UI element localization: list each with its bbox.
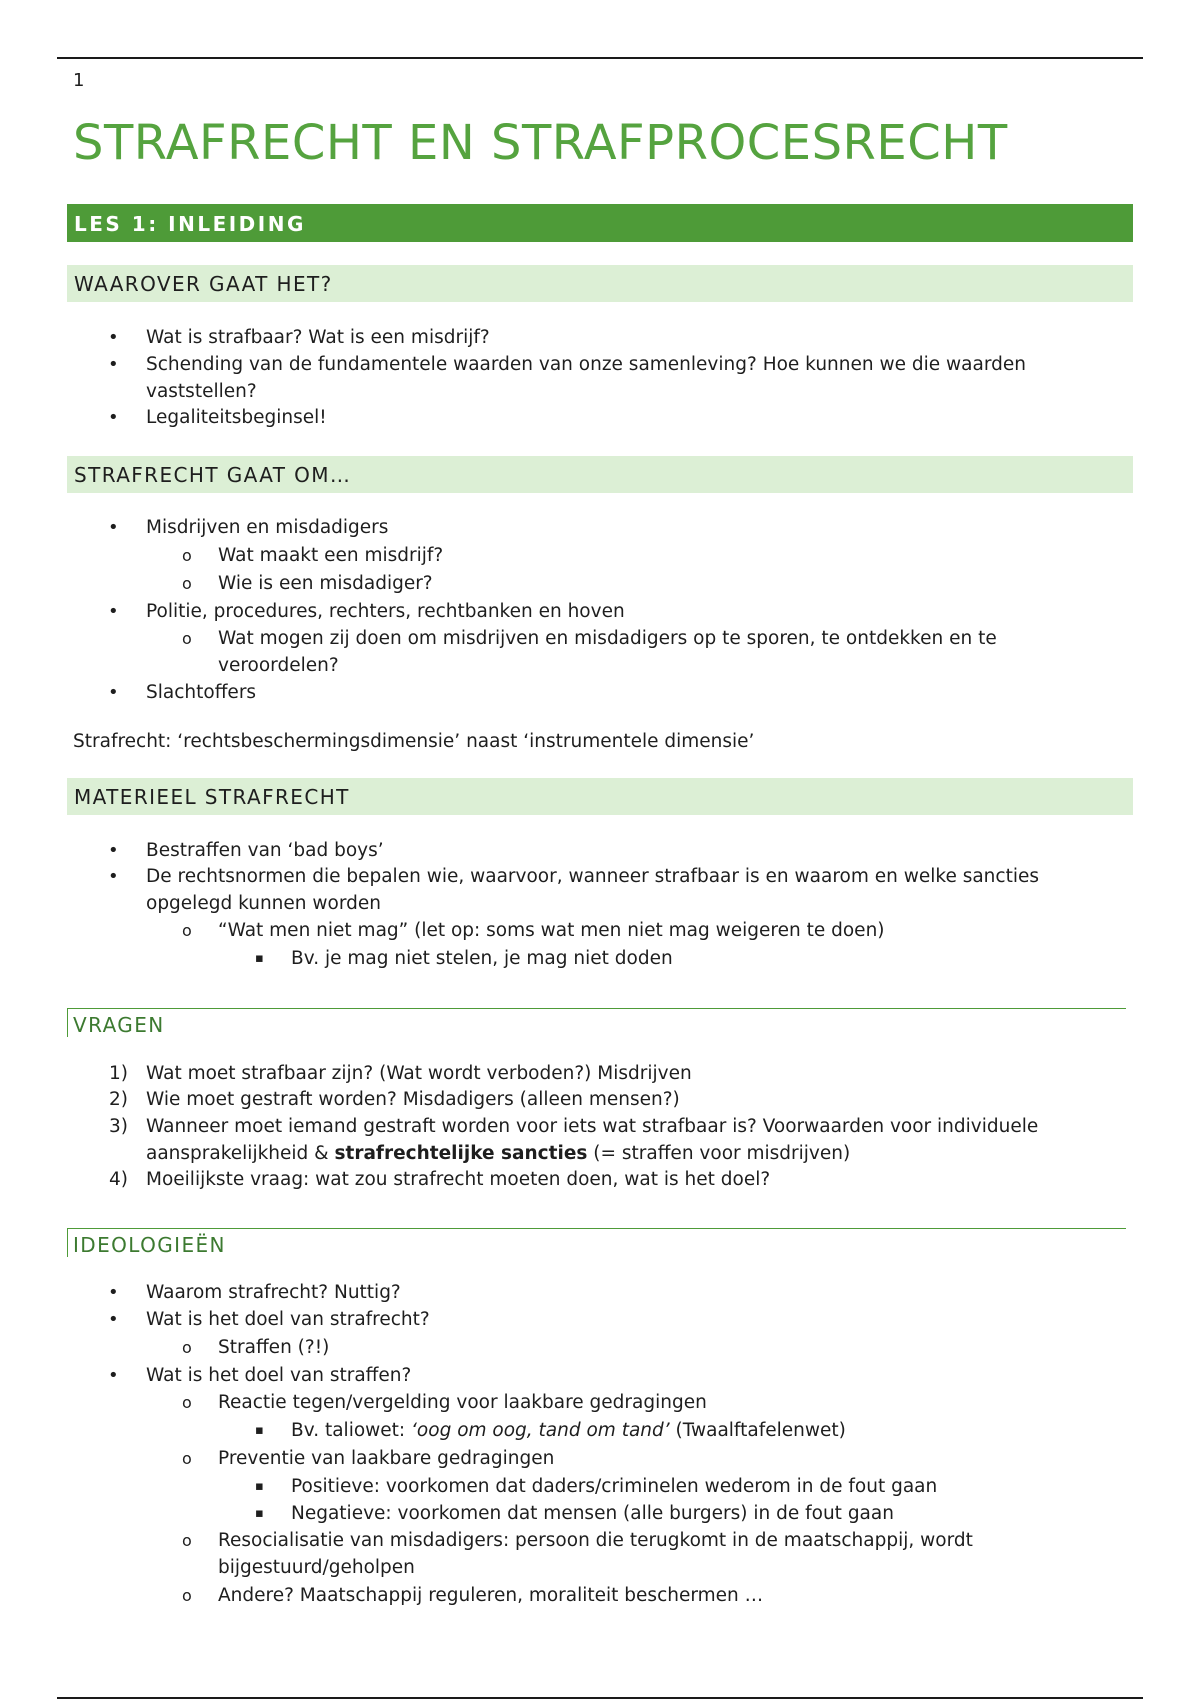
text-run: (= straffen voor misdrijven) [587, 1143, 851, 1164]
list-item: Wanneer moet iemand gestraft worden voor iets wat strafbaar is? Voorwaarden voor individuele [146, 1116, 1039, 1137]
circle-bullet-icon: o [182, 1338, 192, 1357]
square-bullet-icon: ▪ [255, 1479, 264, 1494]
list-item: Wat is strafbaar? Wat is een misdrijf? [146, 327, 490, 348]
circle-bullet-icon: o [182, 629, 192, 648]
disc-bullet-icon: • [108, 407, 119, 428]
bottom-rule [57, 1697, 1143, 1699]
circle-bullet-icon: o [182, 921, 192, 940]
document-title: STRAFRECHT EN STRAFPROCESRECHT [73, 115, 1008, 171]
list-item: Resocialisatie van misdadigers: persoon die terugkomt in de maatschappij, wordt [218, 1530, 973, 1551]
list-item: Reactie tegen/vergelding voor laakbare gedragingen [218, 1392, 707, 1413]
list-item: Wat moet strafbaar zijn? (Wat wordt verboden?) Misdrijven [146, 1063, 692, 1084]
list-item: Legaliteitsbeginsel! [146, 407, 327, 428]
section-heading-text: IDEOLOGIEËN [73, 1233, 226, 1257]
list-item: Wat maakt een misdrijf? [218, 545, 444, 566]
list-item: “Wat men niet mag” (let op: soms wat men niet mag weigeren te doen) [218, 920, 885, 941]
list-item-continued: bijgestuurd/geholpen [218, 1557, 415, 1578]
disc-bullet-icon: • [108, 866, 119, 887]
list-item-continued: opgelegd kunnen worden [146, 893, 381, 914]
text-run: (Twaalftafelenwet) [669, 1420, 846, 1441]
list-item: Politie, procedures, rechters, rechtbanken en hoven [146, 601, 625, 622]
text-run: Bv. taliowet: [291, 1420, 412, 1441]
disc-bullet-icon: • [108, 517, 119, 538]
page-number: 1 [73, 70, 85, 91]
list-item [291, 1419, 846, 1443]
list-item-continued: veroordelen? [218, 655, 339, 676]
list-item-continued: vaststellen? [146, 381, 257, 402]
list-item: Negatieve: voorkomen dat mensen (alle burgers) in de fout gaan [291, 1503, 894, 1524]
list-number: 2) [109, 1089, 128, 1110]
list-item: Wie is een misdadiger? [218, 573, 433, 594]
section-heading-text: WAAROVER GAAT HET? [74, 272, 333, 296]
list-item: Wie moet gestraft worden? Misdadigers (alleen mensen?) [146, 1089, 680, 1110]
list-number: 1) [109, 1063, 128, 1084]
text-run: aansprakelijkheid & [146, 1143, 335, 1164]
section-heading-text: STRAFRECHT GAAT OM… [74, 463, 352, 487]
list-item-continued [146, 1142, 850, 1166]
circle-bullet-icon: o [182, 546, 192, 565]
bold-term: strafrechtelijke sancties [334, 1143, 588, 1164]
list-item: Straffen (?!) [218, 1337, 330, 1358]
section-heading-ideologieen [67, 1228, 1126, 1257]
circle-bullet-icon: o [182, 1393, 192, 1412]
circle-bullet-icon: o [182, 574, 192, 593]
section-heading-text: MATERIEEL STRAFRECHT [74, 785, 350, 809]
list-number: 3) [109, 1116, 128, 1137]
list-number: 4) [109, 1169, 128, 1190]
list-item: Wat is het doel van strafrecht? [146, 1309, 430, 1330]
disc-bullet-icon: • [108, 354, 119, 375]
disc-bullet-icon: • [108, 327, 119, 348]
square-bullet-icon: ▪ [255, 1506, 264, 1521]
lesson-heading-text: LES 1: INLEIDING [74, 212, 306, 236]
disc-bullet-icon: • [108, 1309, 119, 1330]
disc-bullet-icon: • [108, 601, 119, 622]
circle-bullet-icon: o [182, 1449, 192, 1468]
section-heading-text: VRAGEN [73, 1013, 165, 1037]
list-item: Bestraffen van ‘bad boys’ [146, 840, 384, 861]
square-bullet-icon: ▪ [255, 951, 264, 966]
list-item: Wat is het doel van straffen? [146, 1365, 412, 1386]
circle-bullet-icon: o [182, 1531, 192, 1550]
disc-bullet-icon: • [108, 682, 119, 703]
lesson-heading [67, 204, 1133, 242]
section-heading-waarover [67, 265, 1133, 302]
italic-quote: ‘oog om oog, tand om tand’ [411, 1420, 670, 1441]
list-item: Wat mogen zij doen om misdrijven en misdadigers op te sporen, te ontdekken en te [218, 628, 997, 649]
list-item: Schending van de fundamentele waarden van onze samenleving? Hoe kunnen we die waarden [146, 354, 1026, 375]
list-item: Slachtoffers [146, 682, 257, 703]
section-heading-vragen [67, 1008, 1126, 1037]
disc-bullet-icon: • [108, 1282, 119, 1303]
disc-bullet-icon: • [108, 840, 119, 861]
disc-bullet-icon: • [108, 1365, 119, 1386]
list-item: Moeilijkste vraag: wat zou strafrecht moeten doen, wat is het doel? [146, 1169, 771, 1190]
circle-bullet-icon: o [182, 1586, 192, 1605]
top-rule [57, 57, 1143, 59]
list-item: Positieve: voorkomen dat daders/criminelen wederom in de fout gaan [291, 1476, 938, 1497]
list-item: Preventie van laakbare gedragingen [218, 1448, 555, 1469]
list-item: Andere? Maatschappij reguleren, moraliteit beschermen … [218, 1585, 764, 1606]
section-heading-materieel [67, 778, 1133, 815]
list-item: De rechtsnormen die bepalen wie, waarvoor, wanneer strafbaar is en waarom en welke sancties [146, 866, 1039, 887]
list-item: Misdrijven en misdadigers [146, 517, 389, 538]
paragraph-note: Strafrecht: ‘rechtsbeschermingsdimensie’ naast ‘instrumentele dimensie’ [73, 731, 755, 752]
list-item: Waarom strafrecht? Nuttig? [146, 1282, 401, 1303]
section-heading-gaat-om [67, 456, 1133, 493]
square-bullet-icon: ▪ [255, 1423, 264, 1438]
list-item: Bv. je mag niet stelen, je mag niet doden [291, 948, 673, 969]
